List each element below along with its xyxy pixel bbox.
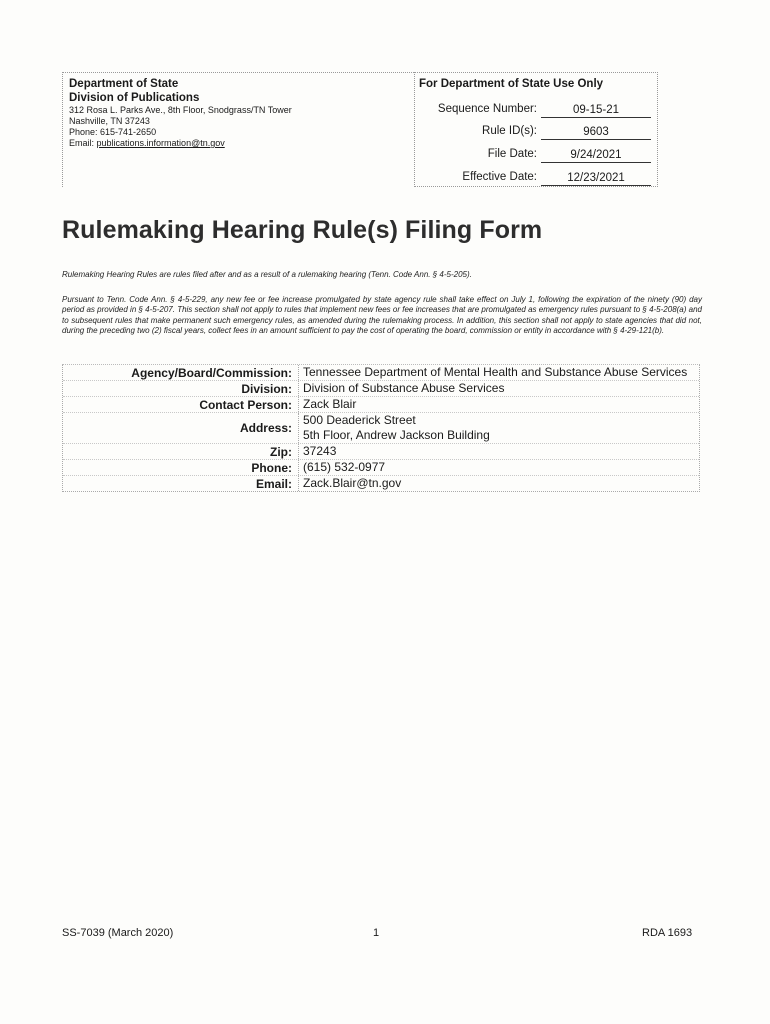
email-label: Email: <box>69 138 97 148</box>
zip-label: Zip: <box>63 444 299 459</box>
email-line <box>69 138 414 149</box>
zip-value: 37243 <box>303 444 337 458</box>
rule-id-row <box>415 125 659 145</box>
address-line-2: Nashville, TN 37243 <box>69 116 150 126</box>
contact-person-row <box>63 397 699 413</box>
intro-text: Rulemaking Hearing Rules are rules filed after and as a result of a rulemaking hearing (Tenn. Code Ann. § 4-5-205). <box>62 270 472 279</box>
effective-date-value: 12/23/2021 <box>541 171 651 186</box>
address-line-1: 312 Rosa L. Parks Ave., 8th Floor, Snodgrass/TN Tower <box>69 105 292 115</box>
rule-id-value: 9603 <box>541 125 651 140</box>
statute-paragraph: Pursuant to Tenn. Code Ann. § 4-5-229, any new fee or fee increase promulgated by state agency rule shall take effect on July 1, following the expiration of the ninety (90) day period as provided in § 4-5-207. This section shall not apply to rules that implement new fees or fee increases that are promulgated as emergency rules pursuant to § 4-5-208(a) and to subsequent rules that make permanent such emergency rules, as amended during the rulemaking process. In addition, this section shall not apply to state agencies that did not, during the preceding two (2) fiscal years, collect fees in an amount sufficient to pay the cost of operating the board, commission or entity in accordance with § 4-29-121(b). <box>62 295 702 335</box>
phone-line: Phone: 615-741-2650 <box>69 127 157 137</box>
email-row <box>63 476 699 491</box>
contact-person-label: Contact Person: <box>63 397 299 412</box>
contact-info-table <box>62 364 700 492</box>
publications-email-link[interactable]: publications.information@tn.gov <box>96 138 225 148</box>
file-date-value: 9/24/2021 <box>541 148 651 163</box>
page-number: 1 <box>373 927 380 939</box>
division-value: Division of Substance Abuse Services <box>303 381 505 395</box>
agency-value: Tennessee Department of Mental Health and Substance Abuse Services <box>303 365 688 379</box>
state-use-only-box <box>414 72 658 187</box>
address-line-2-value: 5th Floor, Andrew Jackson Building <box>303 428 490 442</box>
phone-row <box>63 460 699 476</box>
contact-email-value[interactable]: Zack.Blair@tn.gov <box>303 476 402 490</box>
department-name: Department of State <box>69 78 179 90</box>
file-date-label: File Date: <box>487 148 537 160</box>
effective-date-row <box>415 171 659 191</box>
page-title: Rulemaking Hearing Rule(s) Filing Form <box>62 216 543 244</box>
division-row <box>63 381 699 397</box>
sequence-number-value: 09-15-21 <box>541 103 651 118</box>
contact-person-value: Zack Blair <box>303 397 357 411</box>
email-label-cell: Email: <box>63 476 299 491</box>
address-value <box>299 413 490 443</box>
address-row <box>63 413 699 444</box>
zip-row <box>63 444 699 460</box>
effective-date-label: Effective Date: <box>462 171 537 183</box>
phone-value: (615) 532-0977 <box>303 460 386 474</box>
rda-number: RDA 1693 <box>642 927 693 939</box>
address-label: Address: <box>63 413 299 443</box>
department-of-state-box <box>62 72 414 187</box>
phone-label: Phone: <box>63 460 299 475</box>
sequence-number-row <box>415 103 659 123</box>
form-id-footer: SS-7039 (March 2020) <box>62 927 174 939</box>
division-name: Division of Publications <box>69 92 200 104</box>
file-date-row <box>415 148 659 168</box>
state-use-only-title: For Department of State Use Only <box>419 78 604 90</box>
sequence-number-label: Sequence Number: <box>437 103 537 115</box>
address-line-1-value: 500 Deaderick Street <box>303 413 416 427</box>
division-label: Division: <box>63 381 299 396</box>
agency-label: Agency/Board/Commission: <box>63 365 299 380</box>
rule-id-label: Rule ID(s): <box>482 125 537 137</box>
agency-row <box>63 365 699 381</box>
